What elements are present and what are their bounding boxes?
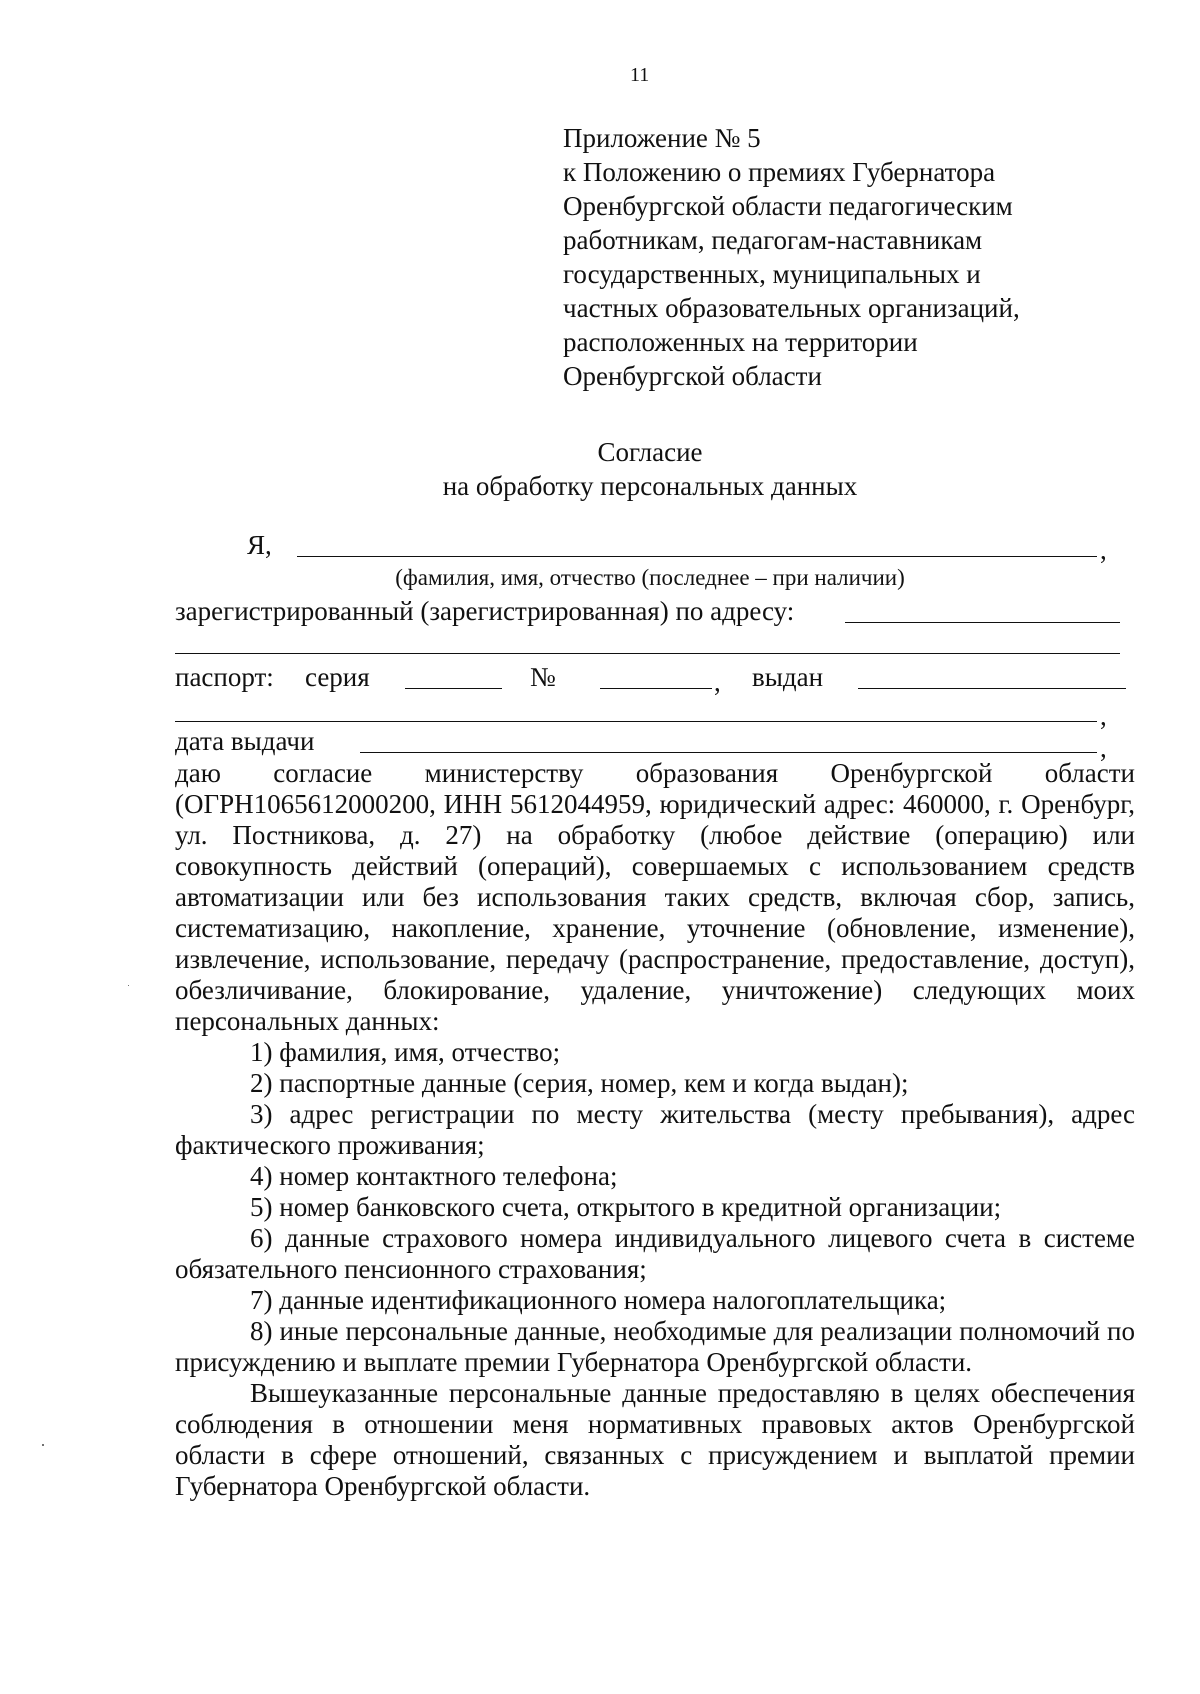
consent-paragraph: даю согласие министерству образования Оренбургской области (ОГРН1065612000200, ИНН 5612044959, юридический адрес: 460000, г. Оренбург, ул. Постникова, д. 27) на обработку (любое действие (операцию) или совокупность действий (операций), совершаемых с использованием средств автоматизации или без использования таких средств, включая сбор, запись, систематизацию, накопление, хранение, уточнение (обновление, изменение), извлечение, использование, передачу (распространение, предоставление, доступ), обезличивание, блокирование, удаление, уничтожение) следующих моих персональных данных: [175,758,1135,1036]
list-item: 5) номер банковского счета, открытого в кредитной организации; [250,1192,1002,1222]
passport-label: паспорт: [175,662,274,692]
list-item: 6) данные страхового номера индивидуального лицевого счета в системе обязательного пенсионного страхования; [175,1223,1135,1284]
i-label: Я, [247,530,272,560]
appendix-line: Приложение № 5 [563,123,761,153]
passport-series-field[interactable] [405,688,502,689]
appendix-line: Оренбургской области [563,361,822,391]
appendix-line: частных образовательных организаций, [563,293,1020,323]
passport-number-field[interactable] [600,688,712,689]
name-comma: , [1100,535,1107,565]
scan-speck [42,1444,44,1446]
issue-date-comma: , [1100,733,1107,763]
full-name-field[interactable] [297,556,1097,557]
address-field-continued[interactable] [175,653,1120,654]
name-field-caption: (фамилия, имя, отчество (последнее – при наличии) [395,565,905,590]
appendix-header [563,121,1020,393]
list-item: 7) данные идентификационного номера налогоплательщика; [250,1285,947,1315]
passport-number-label: № [530,662,556,692]
issue-date-label: дата выдачи [175,726,315,756]
issue-date-field[interactable] [360,752,1097,753]
passport-issued-label: выдан [752,662,824,692]
list-item: 3) адрес регистрации по месту жительства (месту пребывания), адрес фактического проживания; [175,1099,1135,1160]
appendix-line: Оренбургской области педагогическим [563,191,1013,221]
purpose-paragraph: Вышеуказанные персональные данные предоставляю в целях обеспечения соблюдения в отношении меня нормативных правовых актов Оренбургской области в сфере отношений, связанных с присуждением и выплатой премии Губернатора Оренбургской области. [175,1378,1135,1501]
registered-address-label: зарегистрированный (зарегистрированная) по адресу: [175,596,795,626]
address-field[interactable] [845,622,1120,623]
passport-series-label: серия [305,662,370,692]
document-title: Согласие [597,437,703,467]
appendix-line: расположенных на территории [563,327,918,357]
passport-issued-by-field-continued[interactable] [175,721,1097,722]
appendix-line: к Положению о премиях Губернатора [563,157,996,187]
scan-speck [128,985,129,986]
list-item: 8) иные персональные данные, необходимые для реализации полномочий по присуждению и выплате премии Губернатора Оренбургской области. [175,1316,1135,1377]
list-item: 4) номер контактного телефона; [250,1161,618,1191]
list-item: 1) фамилия, имя, отчество; [250,1037,561,1067]
page-number: 11 [630,64,650,86]
issued-by-comma: , [1100,701,1107,731]
appendix-line: государственных, муниципальных и [563,259,981,289]
passport-number-comma: , [714,667,721,697]
appendix-line: работникам, педагогам-наставникам [563,225,983,255]
list-item: 2) паспортные данные (серия, номер, кем и когда выдан); [250,1068,909,1098]
passport-issued-by-field[interactable] [858,688,1126,689]
document-subtitle: на обработку персональных данных [442,471,858,501]
document-body [175,758,1135,1502]
